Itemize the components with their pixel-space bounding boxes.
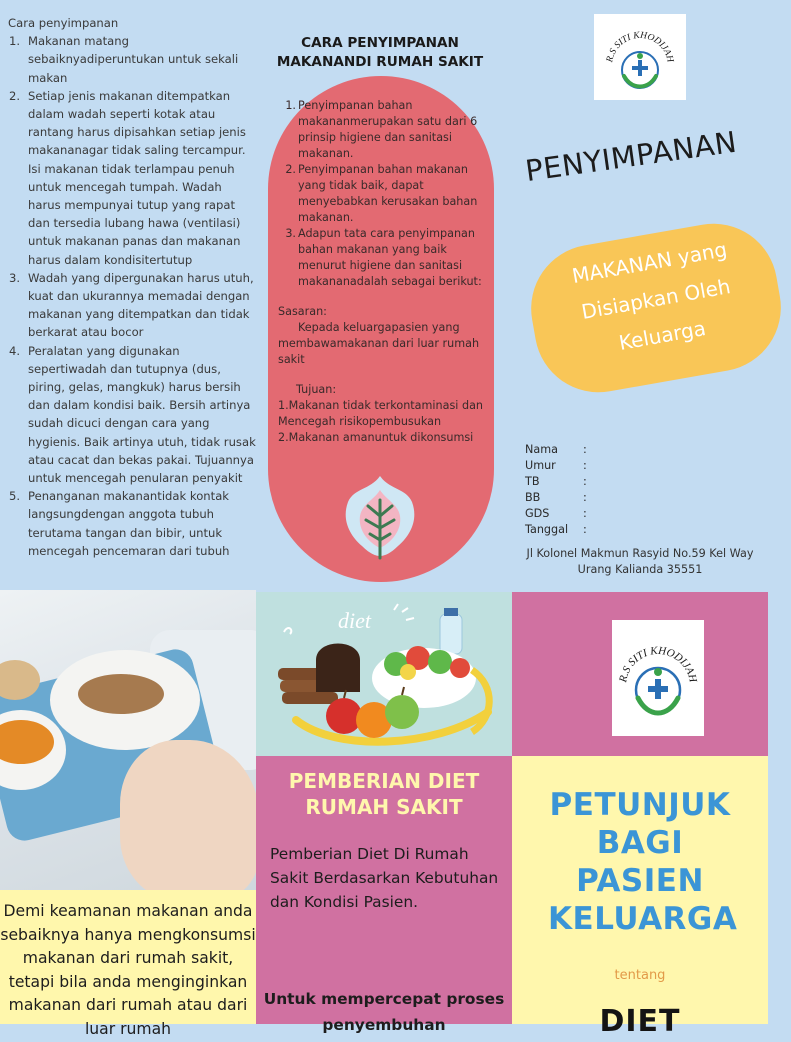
guide-diet: DIET	[599, 1004, 681, 1039]
info-row: Umur :	[525, 459, 587, 472]
storage-list	[8, 32, 256, 560]
storage-intro: Cara penyimpanan	[8, 16, 119, 30]
list-item: 4. Peralatan yang digunakan sepertiwadah dan tutupnya (dus, piring, gelas, mangkuk) harus bersih dan dalam kondisi baik. Bersih artinya sudah dicuci dengan cara yang hygienis. Baik artinya utuh, tidak rusak atau cacat dan bekas pakai. Tujuannya untuk mencegah penularan penyakit	[8, 343, 256, 486]
info-row: Nama :	[525, 443, 587, 456]
hospital-logo	[612, 620, 704, 736]
list-item: 1. Penyimpanan bahan makananmerupakan satu dari 6 prinsip higiene dan sanitasi makanan.	[285, 99, 478, 160]
hospital-logo	[594, 14, 686, 100]
tujuan-label: Tujuan:	[296, 383, 337, 396]
hospital-logo-icon	[612, 620, 704, 736]
info-row: GDS :	[525, 507, 587, 520]
hospital-logo-icon	[594, 14, 686, 100]
hospital-address: Jl Kolonel Makmun Rasyid No.59 Kel Way Urang Kalianda 35551	[526, 547, 754, 576]
hospital-storage-title: CARA PENYIMPANAN MAKANANDI RUMAH SAKIT	[276, 35, 484, 70]
cover-subtitle: MAKANAN yang Disiapkan Oleh Keluarga	[570, 237, 733, 355]
list-item: 2. Setiap jenis makanan ditempatkan dalam wadah seperti kotak atau rantang harus dipisahkan setiap jenis makananagar tidak saling tercampur. Isi makanan tidak terlampau penuh untuk mencegah tumpah. Wadah harus mempunyai tutup yang rapat dan tersedia lubang hawa (ventilasi) untuk makanan panas dan makanan harus dalam kondisitertutup	[8, 88, 246, 267]
diet-section	[256, 756, 512, 1034]
cover-heading: PENYIMPANAN	[523, 124, 739, 188]
leaf-icon	[340, 470, 420, 560]
storage-instructions	[8, 14, 256, 560]
diet-section-bold: Untuk mempercepat proses penyembuhan	[263, 990, 505, 1034]
sasaran-text: Kepada keluargapasien yang membawamakanan dari luar rumah sakit	[278, 321, 480, 366]
svg-text:R.S SITI KHODIJAH: R.S SITI KHODIJAH	[617, 644, 699, 684]
list-item: 2. Penyimpanan bahan makanan yang tidak baik, dapat menyebabkan kerusakan bahan makanan.	[285, 163, 478, 224]
safety-panel	[0, 890, 256, 1038]
diet-food-illustration	[256, 592, 512, 756]
sasaran-label: Sasaran:	[278, 305, 327, 318]
patient-meal-photo	[0, 590, 256, 890]
guide-panel	[512, 756, 768, 1039]
tujuan-1: 1.Makanan tidak terkontaminasi dan Mencegah risikopembusukan	[278, 399, 484, 428]
hospital-list	[280, 98, 492, 290]
info-row: Tanggal :	[525, 523, 587, 536]
patient-info	[525, 442, 605, 538]
list-item: 3. Wadah yang dipergunakan harus utuh, kuat dan ukurannya memadai dengan makanan yang ditempatkan dan tidak berkarat atau bocor	[8, 270, 254, 340]
diet-label: diet	[338, 608, 371, 633]
guide-tentang: tentang	[614, 968, 666, 983]
tujuan-2: 2.Makanan amanuntuk dikonsumsi	[278, 431, 474, 444]
diet-section-title: PEMBERIAN DIET RUMAH SAKIT	[288, 769, 480, 819]
info-row: TB :	[525, 475, 587, 488]
safety-text: Demi keamanan makanan anda sebaiknya hanya mengkonsumsi makanan dari rumah sakit, tetapi bila anda menginginkan makanan dari rumah atau dari luar rumah	[0, 902, 256, 1038]
list-item: 5. Penanganan makanantidak kontak langsungdengan anggota tubuh terutama tangan dan bibir, untuk mencegah pencemaran dari tubuh	[8, 489, 230, 558]
list-item: 1. Makanan matang sebaiknyadiperuntukan untuk sekali makan	[8, 34, 239, 85]
diet-section-body: Pemberian Diet Di Rumah Sakit Berdasarkan Kebutuhan dan Kondisi Pasien.	[270, 845, 499, 911]
svg-text:R.S SITI KHODIJAH: R.S SITI KHODIJAH	[605, 30, 675, 64]
hospital-storage-content	[280, 98, 492, 446]
info-row: BB :	[525, 491, 587, 504]
guide-title: PETUNJUK BAGI PASIEN KELUARGA	[548, 787, 738, 937]
list-item: 3. Adapun tata cara penyimpanan bahan makanan yang baik menurut higiene dan sanitasi makananadalah sebagai berikut:	[285, 227, 482, 288]
